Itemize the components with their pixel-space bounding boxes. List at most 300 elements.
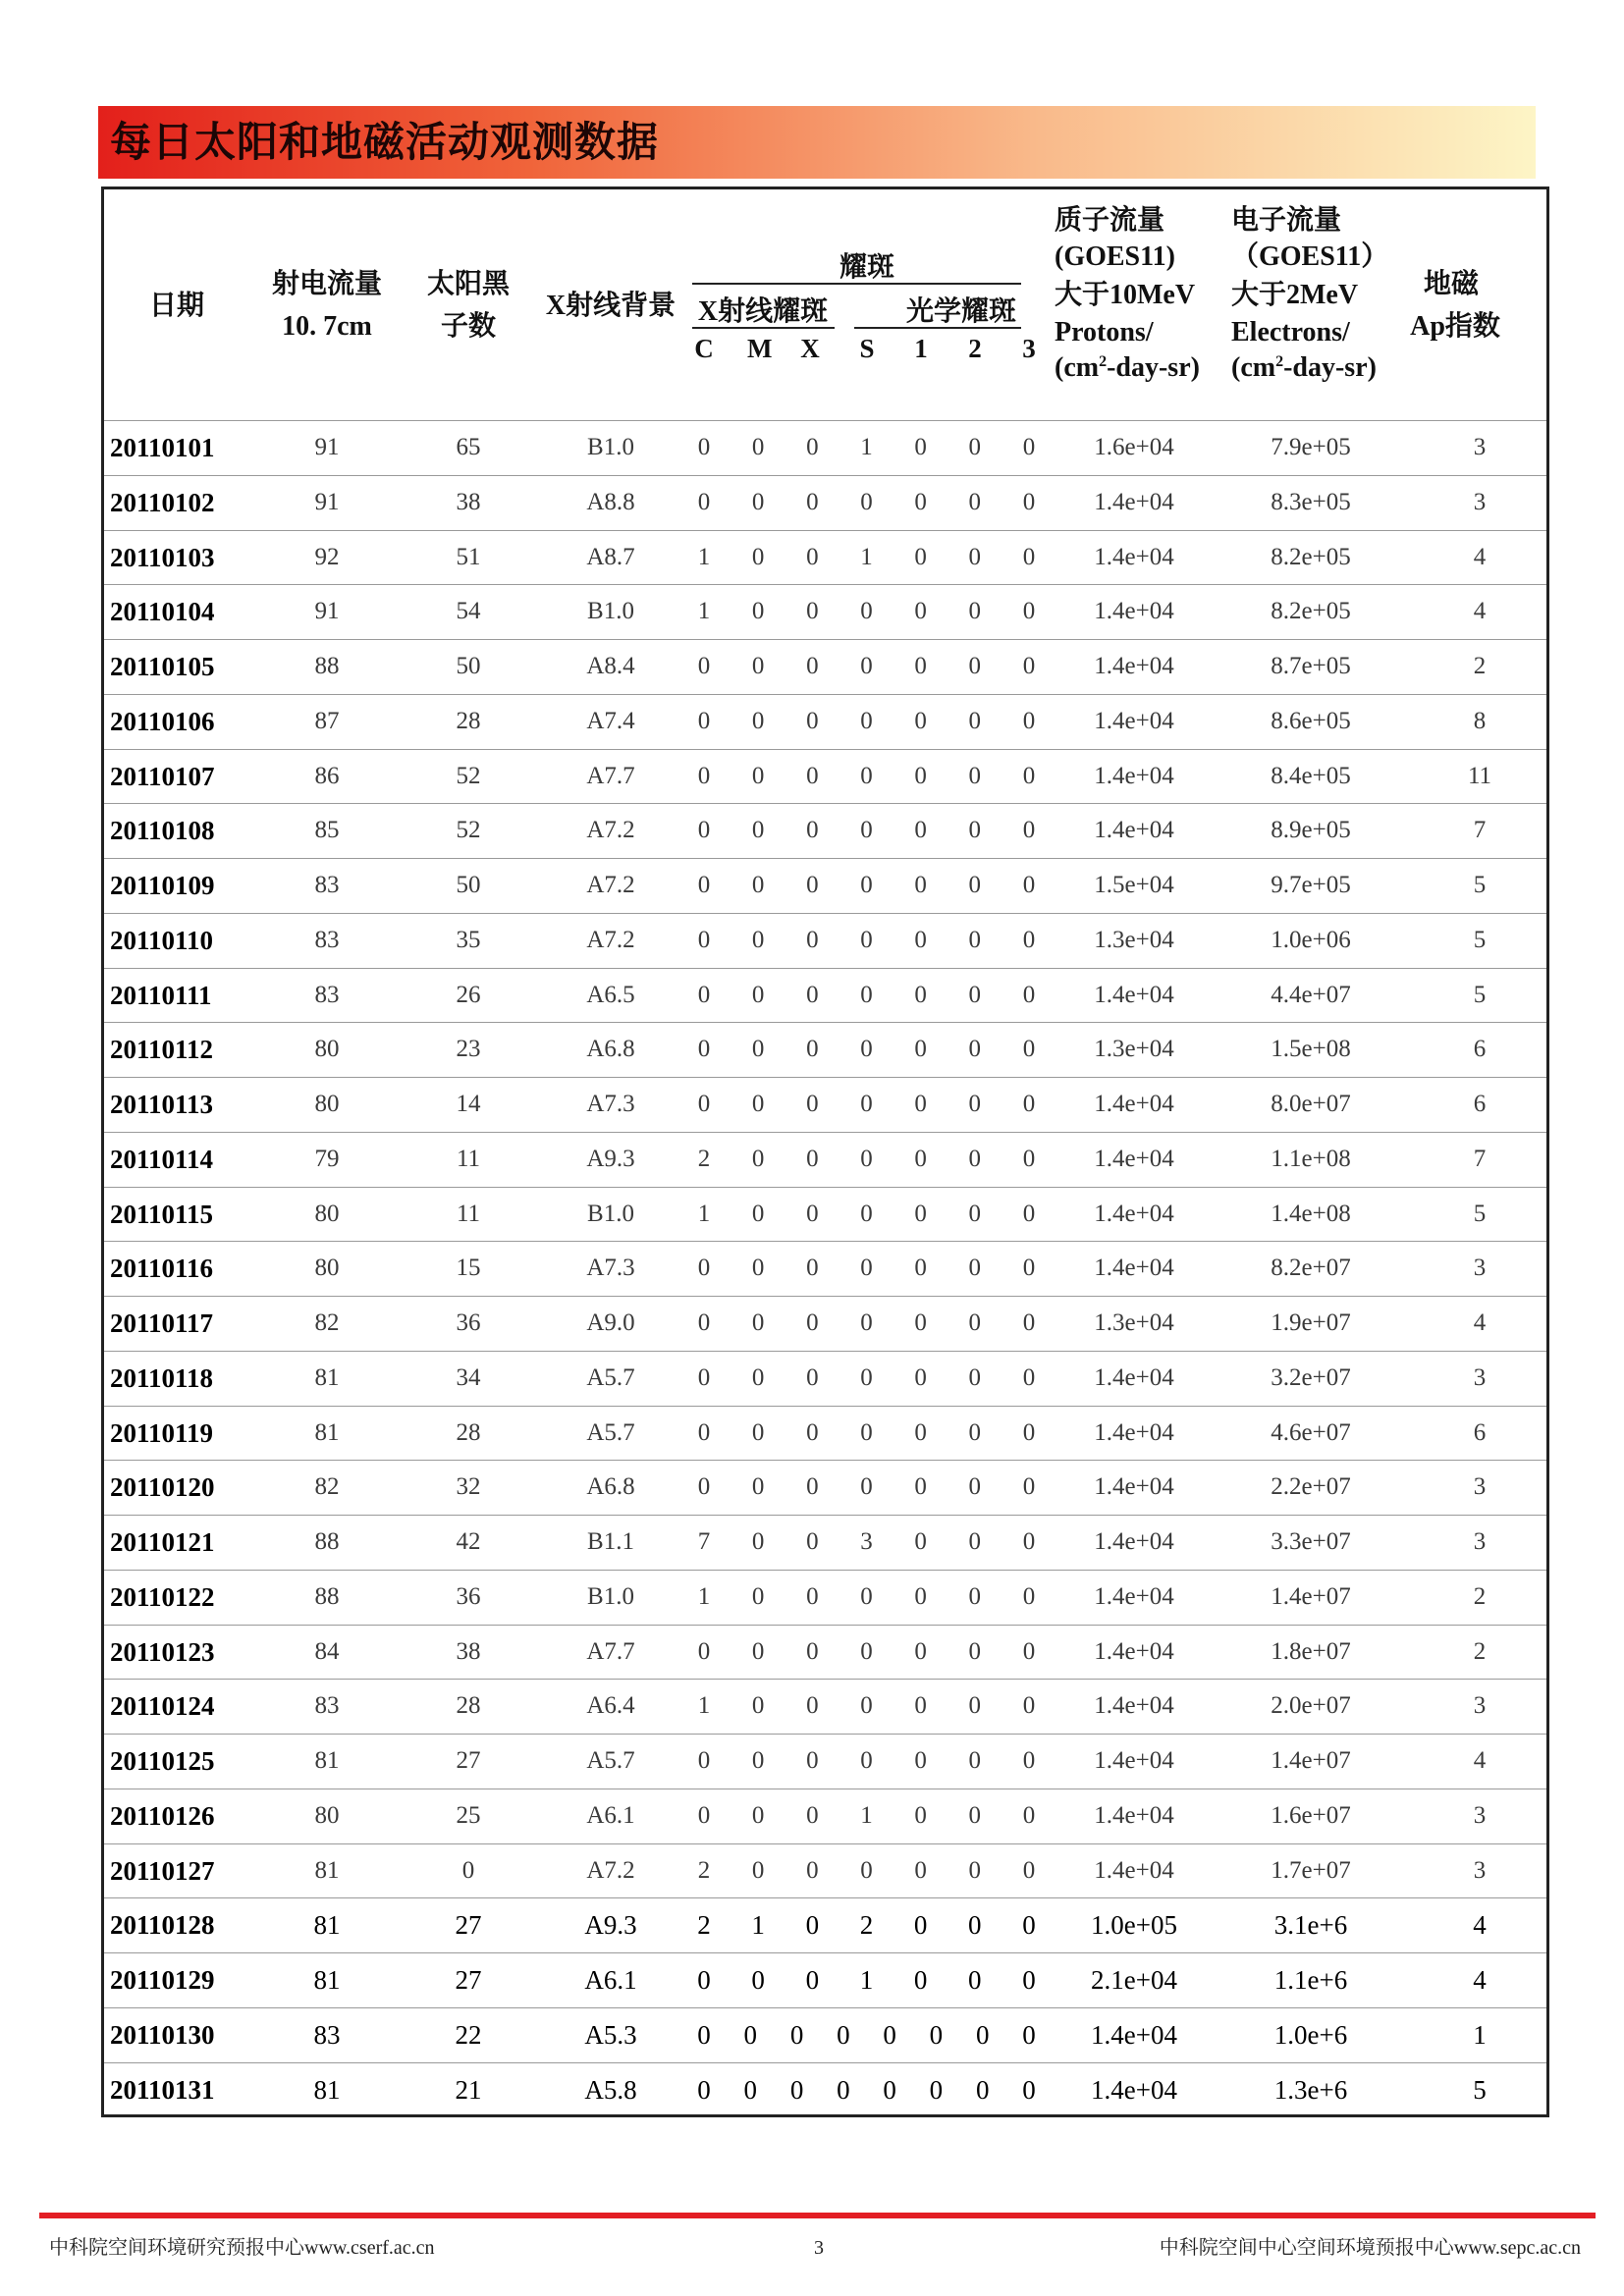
flare-count-cell: 0 [806, 543, 819, 570]
table-row [101, 1516, 1549, 1571]
flare-count-cell: 0 [1022, 653, 1036, 679]
flare-count-cell: 0 [914, 1637, 927, 1665]
flare-count-cell: 0 [751, 1473, 765, 1501]
flare-counts [694, 1844, 1039, 1898]
date-cell: 20110108 [110, 816, 215, 846]
table-row [101, 804, 1549, 859]
radio-flux-cell: 80 [314, 1255, 340, 1282]
flare-count-cell: 0 [968, 434, 982, 460]
xray-background-cell: A6.1 [586, 1801, 635, 1829]
flare-count-cell: 0 [751, 1200, 765, 1227]
flare-count-cell: 3 [860, 1528, 873, 1555]
header-class-2: 2 [968, 334, 982, 363]
flare-count-cell: 0 [968, 1856, 982, 1884]
sunspot-cell: 21 [455, 2074, 482, 2105]
date-cell: 20110101 [110, 433, 215, 462]
flare-counts [694, 1516, 1039, 1570]
ap-index-cell: 5 [1473, 981, 1487, 1008]
flare-count-cell: 0 [968, 543, 982, 570]
table-row [101, 1898, 1549, 1953]
flare-count-cell: 0 [968, 1528, 982, 1555]
flare-count-cell: 0 [860, 598, 873, 625]
header-class-s: S [859, 334, 875, 363]
optical-class-headers [857, 335, 1039, 362]
flare-count-cell: 0 [751, 1801, 765, 1829]
radio-flux-cell: 88 [314, 1528, 340, 1555]
header-radio-flux: 射电流量 [271, 269, 383, 299]
radio-flux-cell: 81 [313, 1965, 341, 1995]
flare-count-cell: 0 [806, 1528, 819, 1555]
flare-counts [694, 695, 1039, 749]
xray-background-cell: A7.2 [586, 817, 635, 844]
radio-flux-cell: 88 [314, 1582, 340, 1610]
flare-count-cell: 0 [1022, 1910, 1036, 1941]
flare-count-cell: 0 [913, 1965, 928, 1995]
electron-flux-cell: 1.4e+07 [1271, 1582, 1351, 1610]
flare-count-cell: 0 [860, 981, 873, 1008]
radio-flux-cell: 82 [314, 1309, 340, 1336]
flare-count-cell: 0 [751, 488, 765, 515]
proton-flux-cell: 1.4e+04 [1094, 1747, 1174, 1774]
electron-flux-cell: 1.5e+08 [1271, 1036, 1351, 1063]
flare-count-cell: 0 [914, 1801, 927, 1829]
proton-flux-cell: 1.4e+04 [1094, 1255, 1174, 1282]
flare-count-cell: 0 [806, 1637, 819, 1665]
flare-count-cell: 0 [914, 1363, 927, 1391]
sunspot-cell: 32 [456, 1473, 481, 1501]
flare-count-cell: 0 [914, 1255, 927, 1282]
proton-flux-cell: 1.4e+04 [1094, 543, 1174, 570]
flare-count-cell: 1 [697, 598, 711, 625]
flare-count-cell: 0 [751, 1528, 765, 1555]
flare-count-cell: 0 [914, 598, 927, 625]
date-cell: 20110116 [110, 1254, 214, 1284]
flare-count-cell: 0 [751, 1145, 765, 1172]
radio-flux-cell: 82 [314, 1473, 340, 1501]
table-row [101, 2008, 1549, 2063]
radio-flux-cell: 92 [314, 543, 340, 570]
sunspot-cell: 11 [456, 1145, 481, 1172]
date-cell: 20110107 [110, 761, 215, 791]
flare-count-cell: 1 [860, 1801, 873, 1829]
table-row [101, 1461, 1549, 1516]
electron-flux-cell: 8.7e+05 [1271, 653, 1351, 679]
flare-count-cell: 0 [968, 1965, 982, 1995]
date-cell: 20110104 [110, 597, 215, 627]
flare-count-cell: 0 [751, 598, 765, 625]
ap-index-cell: 8 [1473, 707, 1487, 734]
proton-flux-cell: 1.4e+04 [1094, 1637, 1174, 1665]
proton-flux-cell: 1.4e+04 [1094, 1418, 1174, 1446]
flare-count-cell: 0 [914, 1528, 927, 1555]
flare-count-cell: 0 [860, 1036, 873, 1063]
flare-count-cell: 0 [929, 2074, 944, 2105]
flare-count-cell: 0 [914, 707, 927, 734]
flare-group-rule [692, 283, 1021, 285]
flare-counts [694, 914, 1039, 968]
flare-count-cell: 0 [1022, 1200, 1036, 1227]
flare-count-cell: 0 [914, 1473, 927, 1501]
flare-count-cell: 1 [859, 1965, 874, 1995]
electron-flux-cell: 4.6e+07 [1271, 1418, 1351, 1446]
header-radio-flux-wavelength: 10. 7cm [282, 311, 372, 342]
flare-count-cell: 0 [968, 1363, 982, 1391]
flare-count-cell: 0 [1022, 926, 1036, 953]
flare-count-cell: 0 [1022, 1309, 1036, 1336]
flare-counts [694, 969, 1039, 1023]
flare-count-cell: 0 [751, 1582, 765, 1610]
flare-count-cell: 0 [860, 1091, 873, 1117]
flare-count-cell: 1 [860, 434, 873, 460]
flare-count-cell: 0 [806, 1091, 819, 1117]
flare-counts [694, 750, 1039, 804]
flare-count-cell: 0 [860, 926, 873, 953]
date-cell: 20110126 [110, 1800, 215, 1831]
sunspot-cell: 65 [456, 434, 481, 460]
xray-background-cell: A8.7 [586, 543, 635, 570]
flare-count-cell: 0 [743, 2074, 758, 2105]
flare-count-cell: 0 [751, 1637, 765, 1665]
radio-flux-cell: 91 [314, 434, 340, 460]
flare-count-cell: 0 [1022, 1473, 1036, 1501]
flare-count-cell: 0 [968, 981, 982, 1008]
table-row [101, 1133, 1549, 1188]
flare-count-cell: 0 [968, 1801, 982, 1829]
flare-count-cell: 0 [751, 817, 765, 844]
flare-count-cell: 0 [751, 1692, 765, 1720]
flare-count-cell: 0 [860, 762, 873, 789]
flare-counts [694, 1953, 1039, 2007]
flare-count-cell: 0 [1022, 2019, 1036, 2050]
xray-background-cell: B1.0 [587, 1582, 634, 1610]
flare-count-cell: 0 [968, 1145, 982, 1172]
flare-count-cell: 0 [968, 1637, 982, 1665]
date-cell: 20110125 [110, 1746, 215, 1776]
unit-text: (cm [1231, 352, 1276, 383]
flare-counts [694, 1898, 1039, 1952]
flare-count-cell: 0 [1022, 1965, 1036, 1995]
flare-count-cell: 2 [697, 1145, 711, 1172]
flare-count-cell: 0 [1022, 434, 1036, 460]
date-cell: 20110112 [110, 1035, 214, 1065]
flare-count-cell: 0 [697, 1309, 711, 1336]
flare-count-cell: 0 [860, 707, 873, 734]
flare-count-cell: 0 [697, 1255, 711, 1282]
flare-count-cell: 7 [697, 1528, 711, 1555]
xray-background-cell: A9.3 [586, 1145, 635, 1172]
flare-count-cell: 0 [914, 653, 927, 679]
flare-count-cell: 0 [914, 1747, 927, 1774]
xray-background-cell: A7.3 [586, 1091, 635, 1117]
proton-flux-cell: 1.4e+04 [1094, 1801, 1174, 1829]
sunspot-cell: 0 [461, 1856, 475, 1884]
ap-index-cell: 5 [1473, 872, 1487, 898]
flare-count-cell: 1 [697, 543, 711, 570]
electron-flux-cell: 3.3e+07 [1271, 1528, 1351, 1555]
table-row [101, 476, 1549, 531]
electron-flux-cell: 1.8e+07 [1271, 1637, 1351, 1665]
electron-flux-cell: 8.9e+05 [1271, 817, 1351, 844]
electron-flux-cell: 4.4e+07 [1271, 981, 1351, 1008]
xray-background-cell: A5.7 [586, 1418, 635, 1446]
flare-count-cell: 0 [789, 2074, 804, 2105]
electron-flux-cell: 1.4e+07 [1271, 1747, 1351, 1774]
electron-flux-cell: 8.2e+05 [1271, 543, 1351, 570]
flare-count-cell: 0 [860, 1418, 873, 1446]
ap-index-cell: 6 [1473, 1036, 1487, 1063]
flare-counts [694, 1461, 1039, 1515]
sunspot-cell: 52 [456, 817, 481, 844]
ap-index-cell: 3 [1473, 488, 1487, 515]
flare-count-cell: 0 [697, 488, 711, 515]
table-row [101, 1023, 1549, 1078]
flare-count-cell: 0 [929, 2019, 944, 2050]
table-row [101, 1844, 1549, 1899]
flare-count-cell: 0 [968, 1418, 982, 1446]
flare-counts [694, 1078, 1039, 1132]
sunspot-cell: 23 [456, 1036, 481, 1063]
radio-flux-cell: 80 [314, 1036, 340, 1063]
radio-flux-cell: 83 [313, 2019, 341, 2050]
flare-count-cell: 0 [914, 926, 927, 953]
flare-count-cell: 0 [697, 981, 711, 1008]
flare-count-cell: 0 [968, 1036, 982, 1063]
xray-background-cell: A5.7 [586, 1363, 635, 1391]
xray-background-cell: A5.7 [586, 1747, 635, 1774]
flare-counts [694, 1789, 1039, 1843]
electron-flux-cell: 1.7e+07 [1271, 1856, 1351, 1884]
electron-flux-cell: 8.0e+07 [1271, 1091, 1351, 1117]
flare-count-cell: 0 [914, 434, 927, 460]
flare-count-cell: 0 [1022, 1255, 1036, 1282]
flare-count-cell: 0 [914, 762, 927, 789]
flare-count-cell: 0 [914, 1200, 927, 1227]
date-cell: 20110113 [110, 1090, 214, 1119]
electron-flux-cell: 1.0e+06 [1271, 926, 1351, 953]
proton-flux-cell: 1.4e+04 [1094, 1091, 1174, 1117]
flare-count-cell: 0 [968, 1692, 982, 1720]
flare-count-cell: 0 [806, 1145, 819, 1172]
electron-flux-cell: 1.9e+07 [1271, 1309, 1351, 1336]
electron-flux-cell: 2.2e+07 [1271, 1473, 1351, 1501]
unit-superscript: 2 [1099, 353, 1108, 370]
flare-count-cell: 0 [1022, 817, 1036, 844]
flare-counts [694, 2008, 1039, 2062]
flare-count-cell: 0 [1022, 1692, 1036, 1720]
radio-flux-cell: 79 [314, 1145, 340, 1172]
flare-counts [694, 1188, 1039, 1242]
flare-count-cell: 0 [697, 1091, 711, 1117]
xray-background-cell: A7.2 [586, 872, 635, 898]
flare-count-cell: 0 [697, 434, 711, 460]
electron-flux-cell: 7.9e+05 [1271, 434, 1351, 460]
flare-count-cell: 0 [968, 1747, 982, 1774]
flare-count-cell: 0 [806, 1255, 819, 1282]
flare-count-cell: 0 [751, 1309, 765, 1336]
proton-flux-cell: 1.4e+04 [1094, 707, 1174, 734]
header-class-1: 1 [914, 334, 928, 363]
flare-count-cell: 1 [697, 1692, 711, 1720]
proton-flux-cell: 1.4e+04 [1094, 981, 1174, 1008]
flare-count-cell: 0 [860, 1582, 873, 1610]
flare-count-cell: 0 [968, 653, 982, 679]
electron-flux-cell: 8.2e+07 [1271, 1255, 1351, 1282]
flare-count-cell: 0 [837, 2019, 850, 2050]
flare-count-cell: 0 [968, 1473, 982, 1501]
flare-count-cell: 0 [914, 1145, 927, 1172]
header-xray-background: X射线背景 [545, 291, 677, 321]
proton-flux-cell: 1.4e+04 [1091, 2019, 1177, 2050]
footer-right-source: 中科院空间中心空间环境预报中心www.sepc.ac.cn [1159, 2237, 1581, 2259]
ap-index-cell: 3 [1473, 1801, 1487, 1829]
flare-count-cell: 0 [968, 1091, 982, 1117]
date-cell: 20110103 [110, 542, 215, 572]
ap-index-cell: 1 [1473, 2019, 1487, 2050]
flare-counts [694, 531, 1039, 585]
radio-flux-cell: 83 [314, 981, 340, 1008]
flare-count-cell: 0 [806, 1363, 819, 1391]
flare-count-cell: 0 [751, 707, 765, 734]
ap-index-cell: 3 [1473, 1856, 1487, 1884]
header-geomagnetic: 地磁 [1423, 269, 1480, 299]
xray-background-cell: B1.0 [587, 598, 634, 625]
table-row [101, 1352, 1549, 1407]
ap-index-cell: 3 [1473, 1255, 1487, 1282]
table-row [101, 1680, 1549, 1735]
header-sunspot-line2: 子数 [440, 311, 497, 342]
date-cell: 20110118 [110, 1362, 214, 1393]
ap-index-cell: 3 [1473, 1692, 1487, 1720]
table-row [101, 1735, 1549, 1789]
date-cell: 20110129 [110, 1965, 215, 1995]
sunspot-cell: 51 [456, 543, 481, 570]
ap-index-cell: 5 [1473, 926, 1487, 953]
flare-count-cell: 0 [1022, 1036, 1036, 1063]
flare-count-cell: 0 [968, 1582, 982, 1610]
flare-counts [694, 476, 1039, 530]
flare-count-cell: 0 [806, 598, 819, 625]
radio-flux-cell: 83 [314, 1692, 340, 1720]
flare-count-cell: 2 [697, 1910, 711, 1941]
flare-count-cell: 0 [914, 817, 927, 844]
xray-background-cell: B1.0 [587, 1200, 634, 1227]
electron-flux-cell: 1.1e+08 [1271, 1145, 1351, 1172]
flare-counts [694, 1352, 1039, 1406]
flare-count-cell: 0 [697, 1418, 711, 1446]
title-banner [98, 106, 1536, 179]
sunspot-cell: 28 [456, 1692, 481, 1720]
flare-count-cell: 0 [751, 1965, 765, 1995]
sunspot-cell: 50 [456, 872, 481, 898]
flare-count-cell: 0 [968, 488, 982, 515]
flare-counts [694, 1242, 1039, 1296]
flare-count-cell: 0 [697, 707, 711, 734]
radio-flux-cell: 80 [314, 1801, 340, 1829]
flare-count-cell: 0 [860, 1200, 873, 1227]
flare-count-cell: 0 [860, 872, 873, 898]
sunspot-cell: 28 [456, 707, 481, 734]
flare-count-cell: 0 [837, 2074, 850, 2105]
table-row [101, 421, 1549, 476]
unit-text: (cm [1055, 352, 1100, 383]
flare-count-cell: 0 [968, 1309, 982, 1336]
sunspot-cell: 38 [456, 1637, 481, 1665]
proton-flux-cell: 1.4e+04 [1094, 1473, 1174, 1501]
flare-count-cell: 0 [751, 1036, 765, 1063]
flare-counts [694, 804, 1039, 858]
flare-count-cell: 0 [697, 653, 711, 679]
optical-flare-rule [854, 327, 1021, 329]
flare-count-cell: 0 [1022, 1418, 1036, 1446]
flare-count-cell: 0 [1022, 1145, 1036, 1172]
flare-count-cell: 0 [1022, 1528, 1036, 1555]
radio-flux-cell: 85 [314, 817, 340, 844]
sunspot-cell: 52 [456, 762, 481, 789]
header-sunspot: 太阳黑 [426, 269, 511, 299]
flare-count-cell: 0 [805, 1910, 820, 1941]
flare-count-cell: 0 [1022, 981, 1036, 1008]
header-class-3: 3 [1022, 334, 1036, 363]
table-row [101, 1407, 1549, 1462]
flare-count-cell: 0 [860, 1692, 873, 1720]
flare-count-cell: 0 [697, 872, 711, 898]
proton-flux-cell: 1.3e+04 [1094, 1309, 1174, 1336]
proton-flux-cell: 1.4e+04 [1094, 1200, 1174, 1227]
flare-count-cell: 0 [806, 817, 819, 844]
sunspot-cell: 35 [456, 926, 481, 953]
flare-count-cell: 0 [1022, 1801, 1036, 1829]
electron-flux-cell: 2.0e+07 [1271, 1692, 1351, 1720]
flare-count-cell: 0 [914, 1582, 927, 1610]
ap-index-cell: 3 [1473, 1363, 1487, 1391]
flare-count-cell: 0 [968, 817, 982, 844]
table-row [101, 1953, 1549, 2008]
radio-flux-cell: 91 [314, 598, 340, 625]
flare-count-cell: 0 [751, 543, 765, 570]
header-proton-unit [1055, 354, 1200, 382]
xray-background-cell: A9.3 [584, 1910, 637, 1941]
header-date: 日期 [148, 291, 205, 321]
flare-count-cell: 0 [968, 1910, 982, 1941]
table-row [101, 1571, 1549, 1626]
flare-count-cell: 1 [697, 1582, 711, 1610]
flare-count-cell: 0 [806, 707, 819, 734]
date-cell: 20110115 [110, 1199, 214, 1229]
xray-background-cell: A7.4 [586, 707, 635, 734]
flare-count-cell: 0 [914, 488, 927, 515]
flare-count-cell: 0 [1022, 543, 1036, 570]
table-body [101, 420, 1549, 2117]
sunspot-cell: 28 [456, 1418, 481, 1446]
electron-flux-cell: 1.1e+6 [1273, 1965, 1348, 1995]
table-row [101, 1789, 1549, 1844]
header-proton-flux: 质子流量 [1055, 205, 1165, 236]
flare-count-cell: 0 [743, 2019, 758, 2050]
flare-count-cell: 0 [914, 872, 927, 898]
ap-index-cell: 11 [1467, 762, 1492, 789]
sunspot-cell: 54 [456, 598, 481, 625]
xray-background-cell: A5.3 [584, 2019, 637, 2050]
flare-count-cell: 0 [860, 1255, 873, 1282]
proton-flux-cell: 1.4e+04 [1094, 1582, 1174, 1610]
flare-counts [694, 1571, 1039, 1625]
proton-flux-cell: 1.3e+04 [1094, 1036, 1174, 1063]
date-cell: 20110127 [110, 1855, 215, 1886]
radio-flux-cell: 86 [314, 762, 340, 789]
flare-count-cell: 2 [859, 1910, 874, 1941]
xray-flare-rule [692, 327, 835, 329]
flare-count-cell: 0 [860, 1309, 873, 1336]
